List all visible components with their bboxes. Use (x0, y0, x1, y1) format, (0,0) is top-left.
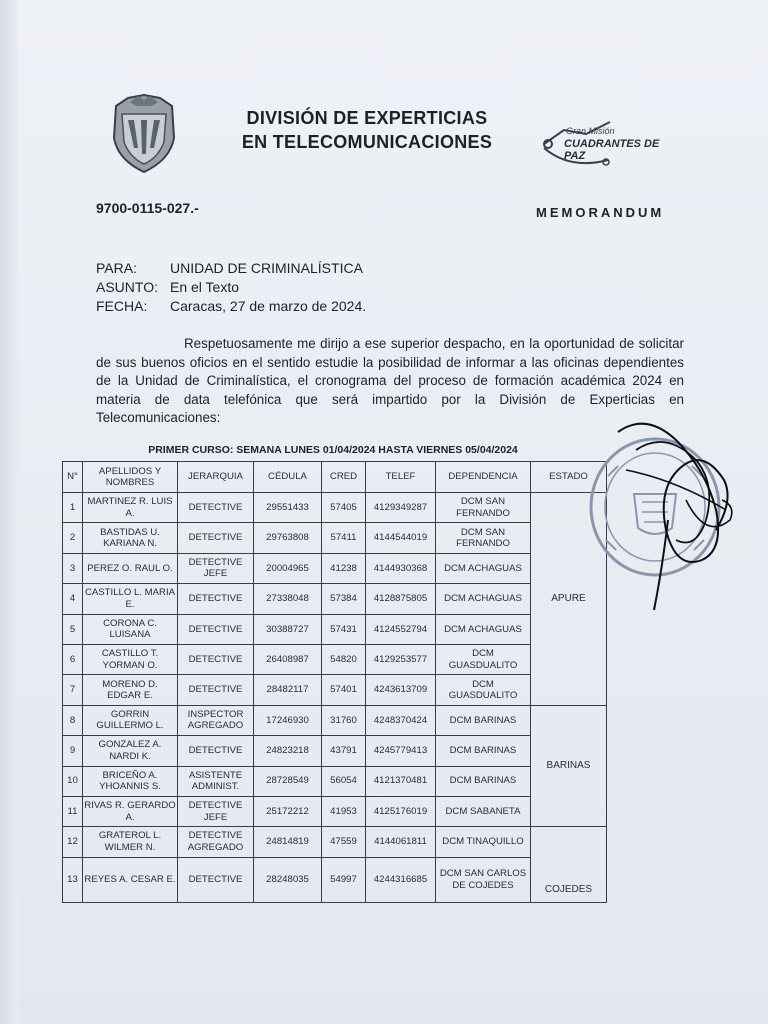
table-title: PRIMER CURSO: SEMANA LUNES 01/04/2024 HASTA VIERNES 05/04/2024 (148, 444, 518, 456)
cell-id: 27338048 (254, 584, 322, 614)
cell-id: 28728549 (254, 766, 322, 796)
cell-number: 9 (63, 736, 83, 766)
para-label: PARA: (96, 260, 137, 276)
cell-dependency: DCM TINAQUILLO (436, 827, 531, 857)
cell-names: BRICEÑO A. YHOANNIS S. (83, 766, 178, 796)
cell-number: 5 (63, 614, 83, 644)
cell-number: 8 (63, 705, 83, 735)
cell-names: PEREZ O. RAUL O. (83, 553, 178, 583)
memo-body: Respetuosamente me dirijo a ese superior despacho, en la oportunidad de solicitar de sus buenos oficios en el sentido estudie la posibilidad de informar a las oficinas dependientes de la Unidad de Criminalística, el cronograma del proceso de formación académica 2024 en materia de data telefónica que será impartido por la División de Experticias en Telecomunicaciones: (96, 336, 684, 426)
cell-phone: 4144061811 (366, 827, 436, 857)
cell-names: CORONA C. LUISANA (83, 614, 178, 644)
para-line (96, 260, 363, 276)
cell-names: GORRIN GUILLERMO L. (83, 705, 178, 735)
cell-names: MARTINEZ R. LUIS A. (83, 493, 178, 523)
table-row (63, 614, 607, 644)
cell-phone: 4125176019 (366, 796, 436, 826)
cell-cred: 47559 (322, 827, 366, 857)
fecha-label: FECHA: (96, 298, 148, 314)
cell-state-barinas: BARINAS (531, 705, 607, 827)
cell-id: 30388727 (254, 614, 322, 644)
course-table (62, 461, 607, 903)
cell-rank: DETECTIVE (178, 736, 254, 766)
table-header-row (63, 462, 607, 493)
cell-id: 29763808 (254, 523, 322, 553)
table-row (63, 584, 607, 614)
cell-id: 28482117 (254, 675, 322, 705)
cell-cred: 41953 (322, 796, 366, 826)
division-title-line-1: DIVISIÓN DE EXPERTICIAS (246, 108, 488, 128)
cell-names: RIVAS R. GERARDO A. (83, 796, 178, 826)
cell-number: 13 (63, 857, 83, 902)
cell-number: 7 (63, 675, 83, 705)
table-row (63, 736, 607, 766)
table-row (63, 644, 607, 674)
cell-names: BASTIDAS U. KARIANA N. (83, 523, 178, 553)
logo-small-text: Gran Misión (566, 126, 615, 136)
cell-rank: DETECTIVE (178, 523, 254, 553)
cell-cred: 57401 (322, 675, 366, 705)
cell-dependency: DCM SABANETA (436, 796, 531, 826)
cell-number: 4 (63, 584, 83, 614)
table-row (63, 827, 607, 857)
cell-cred: 56054 (322, 766, 366, 796)
cell-id: 29551433 (254, 493, 322, 523)
cell-id: 24823218 (254, 736, 322, 766)
division-title-line-2: EN TELECOMUNICACIONES (241, 132, 493, 152)
header-dependency: DEPENDENCIA (436, 462, 531, 493)
cell-rank: DETECTIVE JEFE (178, 796, 254, 826)
cell-cred: 57431 (322, 614, 366, 644)
cell-cred: 41238 (322, 553, 366, 583)
cell-phone: 4144544019 (366, 523, 436, 553)
cell-id: 26408987 (254, 644, 322, 674)
cell-number: 6 (63, 644, 83, 674)
cell-rank: DETECTIVE (178, 675, 254, 705)
cell-rank: DETECTIVE (178, 584, 254, 614)
cell-rank: DETECTIVE JEFE (178, 553, 254, 583)
cell-id: 28248035 (254, 857, 322, 902)
table-row (63, 675, 607, 705)
cell-phone: 4248370424 (366, 705, 436, 735)
logo-big-text: CUADRANTES DE PAZ (564, 138, 660, 162)
cell-rank: DETECTIVE (178, 493, 254, 523)
cell-dependency: DCM SAN CARLOS DE COJEDES (436, 857, 531, 902)
cell-names: GRATEROL L. WILMER N. (83, 827, 178, 857)
para-value: UNIDAD DE CRIMINALÍSTICA (170, 260, 363, 276)
cicpc-crest-icon (108, 92, 180, 176)
header-cred: CRED (322, 462, 366, 493)
table-row (63, 796, 607, 826)
cell-phone: 4129253577 (366, 644, 436, 674)
cell-cred: 57405 (322, 493, 366, 523)
cell-dependency: DCM SAN FERNANDO (436, 493, 531, 523)
cell-number: 1 (63, 493, 83, 523)
cell-id: 17246930 (254, 705, 322, 735)
division-title (222, 106, 512, 154)
cell-rank: INSPECTOR AGREGADO (178, 705, 254, 735)
cell-phone: 4243613709 (366, 675, 436, 705)
cell-cred: 31760 (322, 705, 366, 735)
cell-cred: 57384 (322, 584, 366, 614)
cell-dependency: DCM ACHAGUAS (436, 553, 531, 583)
cell-cred: 54820 (322, 644, 366, 674)
cell-cred: 43791 (322, 736, 366, 766)
cell-phone: 4129349287 (366, 493, 436, 523)
cell-names: CASTILLO T. YORMAN O. (83, 644, 178, 674)
cell-cred: 54997 (322, 857, 366, 902)
table-row (63, 553, 607, 583)
cell-dependency: DCM BARINAS (436, 736, 531, 766)
cell-rank: DETECTIVE (178, 644, 254, 674)
cell-dependency: DCM ACHAGUAS (436, 614, 531, 644)
table-row (63, 766, 607, 796)
signature-icon (606, 410, 736, 620)
reference-number: 9700-0115-027.- (96, 200, 199, 216)
cell-dependency: DCM BARINAS (436, 705, 531, 735)
header-phone: TELEF (366, 462, 436, 493)
header-number: N° (63, 462, 83, 493)
cell-names: REYES A. CESAR E. (83, 857, 178, 902)
header-id: CÉDULA (254, 462, 322, 493)
asunto-value: En el Texto (170, 279, 240, 295)
cell-number: 11 (63, 796, 83, 826)
asunto-label: ASUNTO: (96, 279, 158, 295)
cell-number: 3 (63, 553, 83, 583)
cell-state-cojedes: COJEDES (531, 827, 607, 902)
table-row (63, 705, 607, 735)
cell-rank: DETECTIVE AGREGADO (178, 827, 254, 857)
cell-phone: 4245779413 (366, 736, 436, 766)
table-row (63, 857, 607, 902)
cell-names: GONZALEZ A. NARDI K. (83, 736, 178, 766)
asunto-line (96, 279, 239, 295)
cell-number: 12 (63, 827, 83, 857)
cell-id: 20004965 (254, 553, 322, 583)
cell-id: 25172212 (254, 796, 322, 826)
header-state: ESTADO (531, 462, 607, 493)
cell-phone: 4121370481 (366, 766, 436, 796)
cell-dependency: DCM BARINAS (436, 766, 531, 796)
cell-dependency: DCM ACHAGUAS (436, 584, 531, 614)
cell-phone: 4144930368 (366, 553, 436, 583)
page-fold-shadow (0, 0, 18, 1024)
cell-state-apure: APURE (531, 493, 607, 706)
table-row (63, 493, 607, 523)
cell-dependency: DCM GUASDUALITO (436, 675, 531, 705)
cell-dependency: DCM GUASDUALITO (436, 644, 531, 674)
document-type: MEMORANDUM (536, 205, 665, 220)
cell-names: MORENO D. EDGAR E. (83, 675, 178, 705)
cell-dependency: DCM SAN FERNANDO (436, 523, 531, 553)
fecha-value: Caracas, 27 de marzo de 2024. (170, 298, 367, 314)
cell-phone: 4244316685 (366, 857, 436, 902)
cell-number: 2 (63, 523, 83, 553)
cell-id: 24814819 (254, 827, 322, 857)
cell-cred: 57411 (322, 523, 366, 553)
header-names: APELLIDOS Y NOMBRES (83, 462, 178, 493)
cuadrantes-de-paz-logo (540, 110, 680, 170)
cell-phone: 4124552794 (366, 614, 436, 644)
cell-names: CASTILLO L. MARIA E. (83, 584, 178, 614)
fecha-line (96, 298, 366, 314)
cell-rank: DETECTIVE (178, 614, 254, 644)
cell-number: 10 (63, 766, 83, 796)
cell-phone: 4128875805 (366, 584, 436, 614)
cell-rank: DETECTIVE (178, 857, 254, 902)
table-row (63, 523, 607, 553)
header-rank: JERARQUIA (178, 462, 254, 493)
cell-rank: ASISTENTE ADMINIST. (178, 766, 254, 796)
